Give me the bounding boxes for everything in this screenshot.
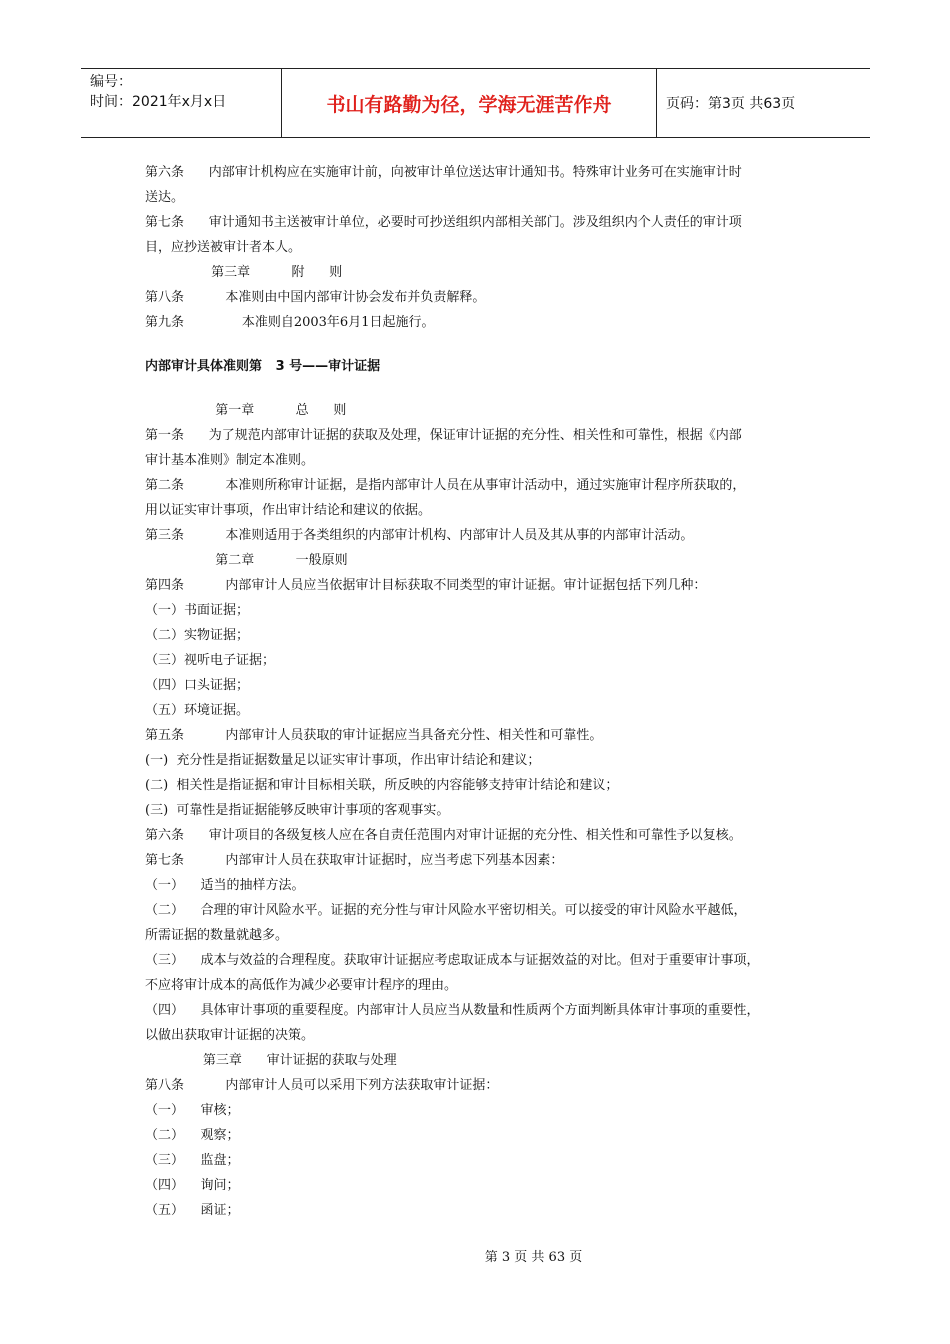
text-line: （五） 函证； (145, 1203, 240, 1218)
text-line: 第一条 为了规范内部审计证据的获取及处理，保证审计证据的充分性、相关性和可靠性，根据《内部 (145, 428, 742, 443)
text-line: （三） 监盘； (145, 1153, 240, 1168)
text-line: 目，应抄送被审计者本人。 (145, 240, 302, 255)
document-date: 时间：2021年x月x日 (90, 94, 227, 110)
text-line: 第七条 内部审计人员在获取审计证据时，应当考虑下列基本因素： (145, 853, 564, 868)
text-line: 审计基本准则》制定本准则。 (145, 453, 315, 468)
text-line: 所需证据的数量就越多。 (145, 928, 289, 943)
text-line: (三) 可靠性是指证据能够反映审计事项的客观事实。 (145, 803, 450, 818)
text-line: 第三章 附 则 (145, 265, 343, 280)
document-number: 编号： (90, 74, 132, 90)
text-line: 以做出获取审计证据的决策。 (145, 1028, 315, 1043)
header-motto: 书山有路勤为径，学海无涯苦作舟 (282, 69, 657, 137)
text-line: 不应将审计成本的高低作为减少必要审计程序的理由。 (145, 978, 458, 993)
text-line: （五）环境证据。 (145, 703, 250, 718)
text-line: （四）口头证据； (145, 678, 250, 693)
text-line: 第九条 本准则自2003年6月1日起施行。 (145, 315, 435, 330)
text-line: （一） 审核； (145, 1103, 240, 1118)
text-line: 第六条 内部审计机构应在实施审计前，向被审计单位送达审计通知书。特殊审计业务可在实施审计时 (145, 165, 742, 180)
text-line: 第四条 内部审计人员应当依据审计目标获取不同类型的审计证据。审计证据包括下列几种： (145, 578, 707, 593)
text-line: （二）实物证据； (145, 628, 250, 643)
text-line: 第三章 审计证据的获取与处理 (145, 1053, 397, 1068)
text-line: （一）书面证据； (145, 603, 250, 618)
document-body (145, 160, 815, 1223)
text-line: (二) 相关性是指证据和审计目标相关联，所反映的内容能够支持审计结论和建议； (145, 778, 619, 793)
text-line: (一) 充分性是指证据数量足以证实审计事项，作出审计结论和建议； (145, 753, 541, 768)
text-line: （二） 观察； (145, 1128, 240, 1143)
text-line: 第五条 内部审计人员获取的审计证据应当具备充分性、相关性和可靠性。 (145, 728, 603, 743)
text-line: （四） 具体审计事项的重要程度。内部审计人员应当从数量和性质两个方面判断具体审计事项的重要性， (145, 1003, 760, 1018)
text-line: （一） 适当的抽样方法。 (145, 878, 305, 893)
page-footer: 第 3 页 共 63 页 (484, 1250, 583, 1265)
text-line: （三）视听电子证据； (145, 653, 276, 668)
text-line: （三） 成本与效益的合理程度。获取审计证据应考虑取证成本与证据效益的对比。但对于重要审计事项， (145, 953, 760, 968)
text-line: （二） 合理的审计风险水平。证据的充分性与审计风险水平密切相关。可以接受的审计风险水平越低， (145, 903, 747, 918)
text-line: 第六条 审计项目的各级复核人应在各自责任范围内对审计证据的充分性、相关性和可靠性予以复核。 (145, 828, 742, 843)
blank-line (145, 379, 815, 398)
text-line: 第八条 内部审计人员可以采用下列方法获取审计证据： (145, 1078, 499, 1093)
text-line: 第七条 审计通知书主送被审计单位，必要时可抄送组织内部相关部门。涉及组织内个人责任的审计项 (145, 215, 742, 230)
text-line: 用以证实审计事项，作出审计结论和建议的依据。 (145, 503, 432, 518)
text-line: 送达。 (145, 190, 185, 205)
text-line: 第一章 总 则 (145, 403, 347, 418)
blank-line (145, 335, 815, 354)
text-line: 第二章 一般原则 (145, 553, 348, 568)
header-meta (81, 69, 282, 137)
page-header (81, 68, 870, 138)
text-line: 第二条 本准则所称审计证据，是指内部审计人员在从事审计活动中，通过实施审计程序所获取的， (145, 478, 746, 493)
header-page-info: 页码：第3页 共63页 (666, 96, 796, 112)
text-line: （四） 询问； (145, 1178, 240, 1193)
section-title: 内部审计具体准则第 3 号——审计证据 (145, 359, 381, 374)
text-line: 第三条 本准则适用于各类组织的内部审计机构、内部审计人员及其从事的内部审计活动。 (145, 528, 694, 543)
text-line: 第八条 本准则由中国内部审计协会发布并负责解释。 (145, 290, 486, 305)
